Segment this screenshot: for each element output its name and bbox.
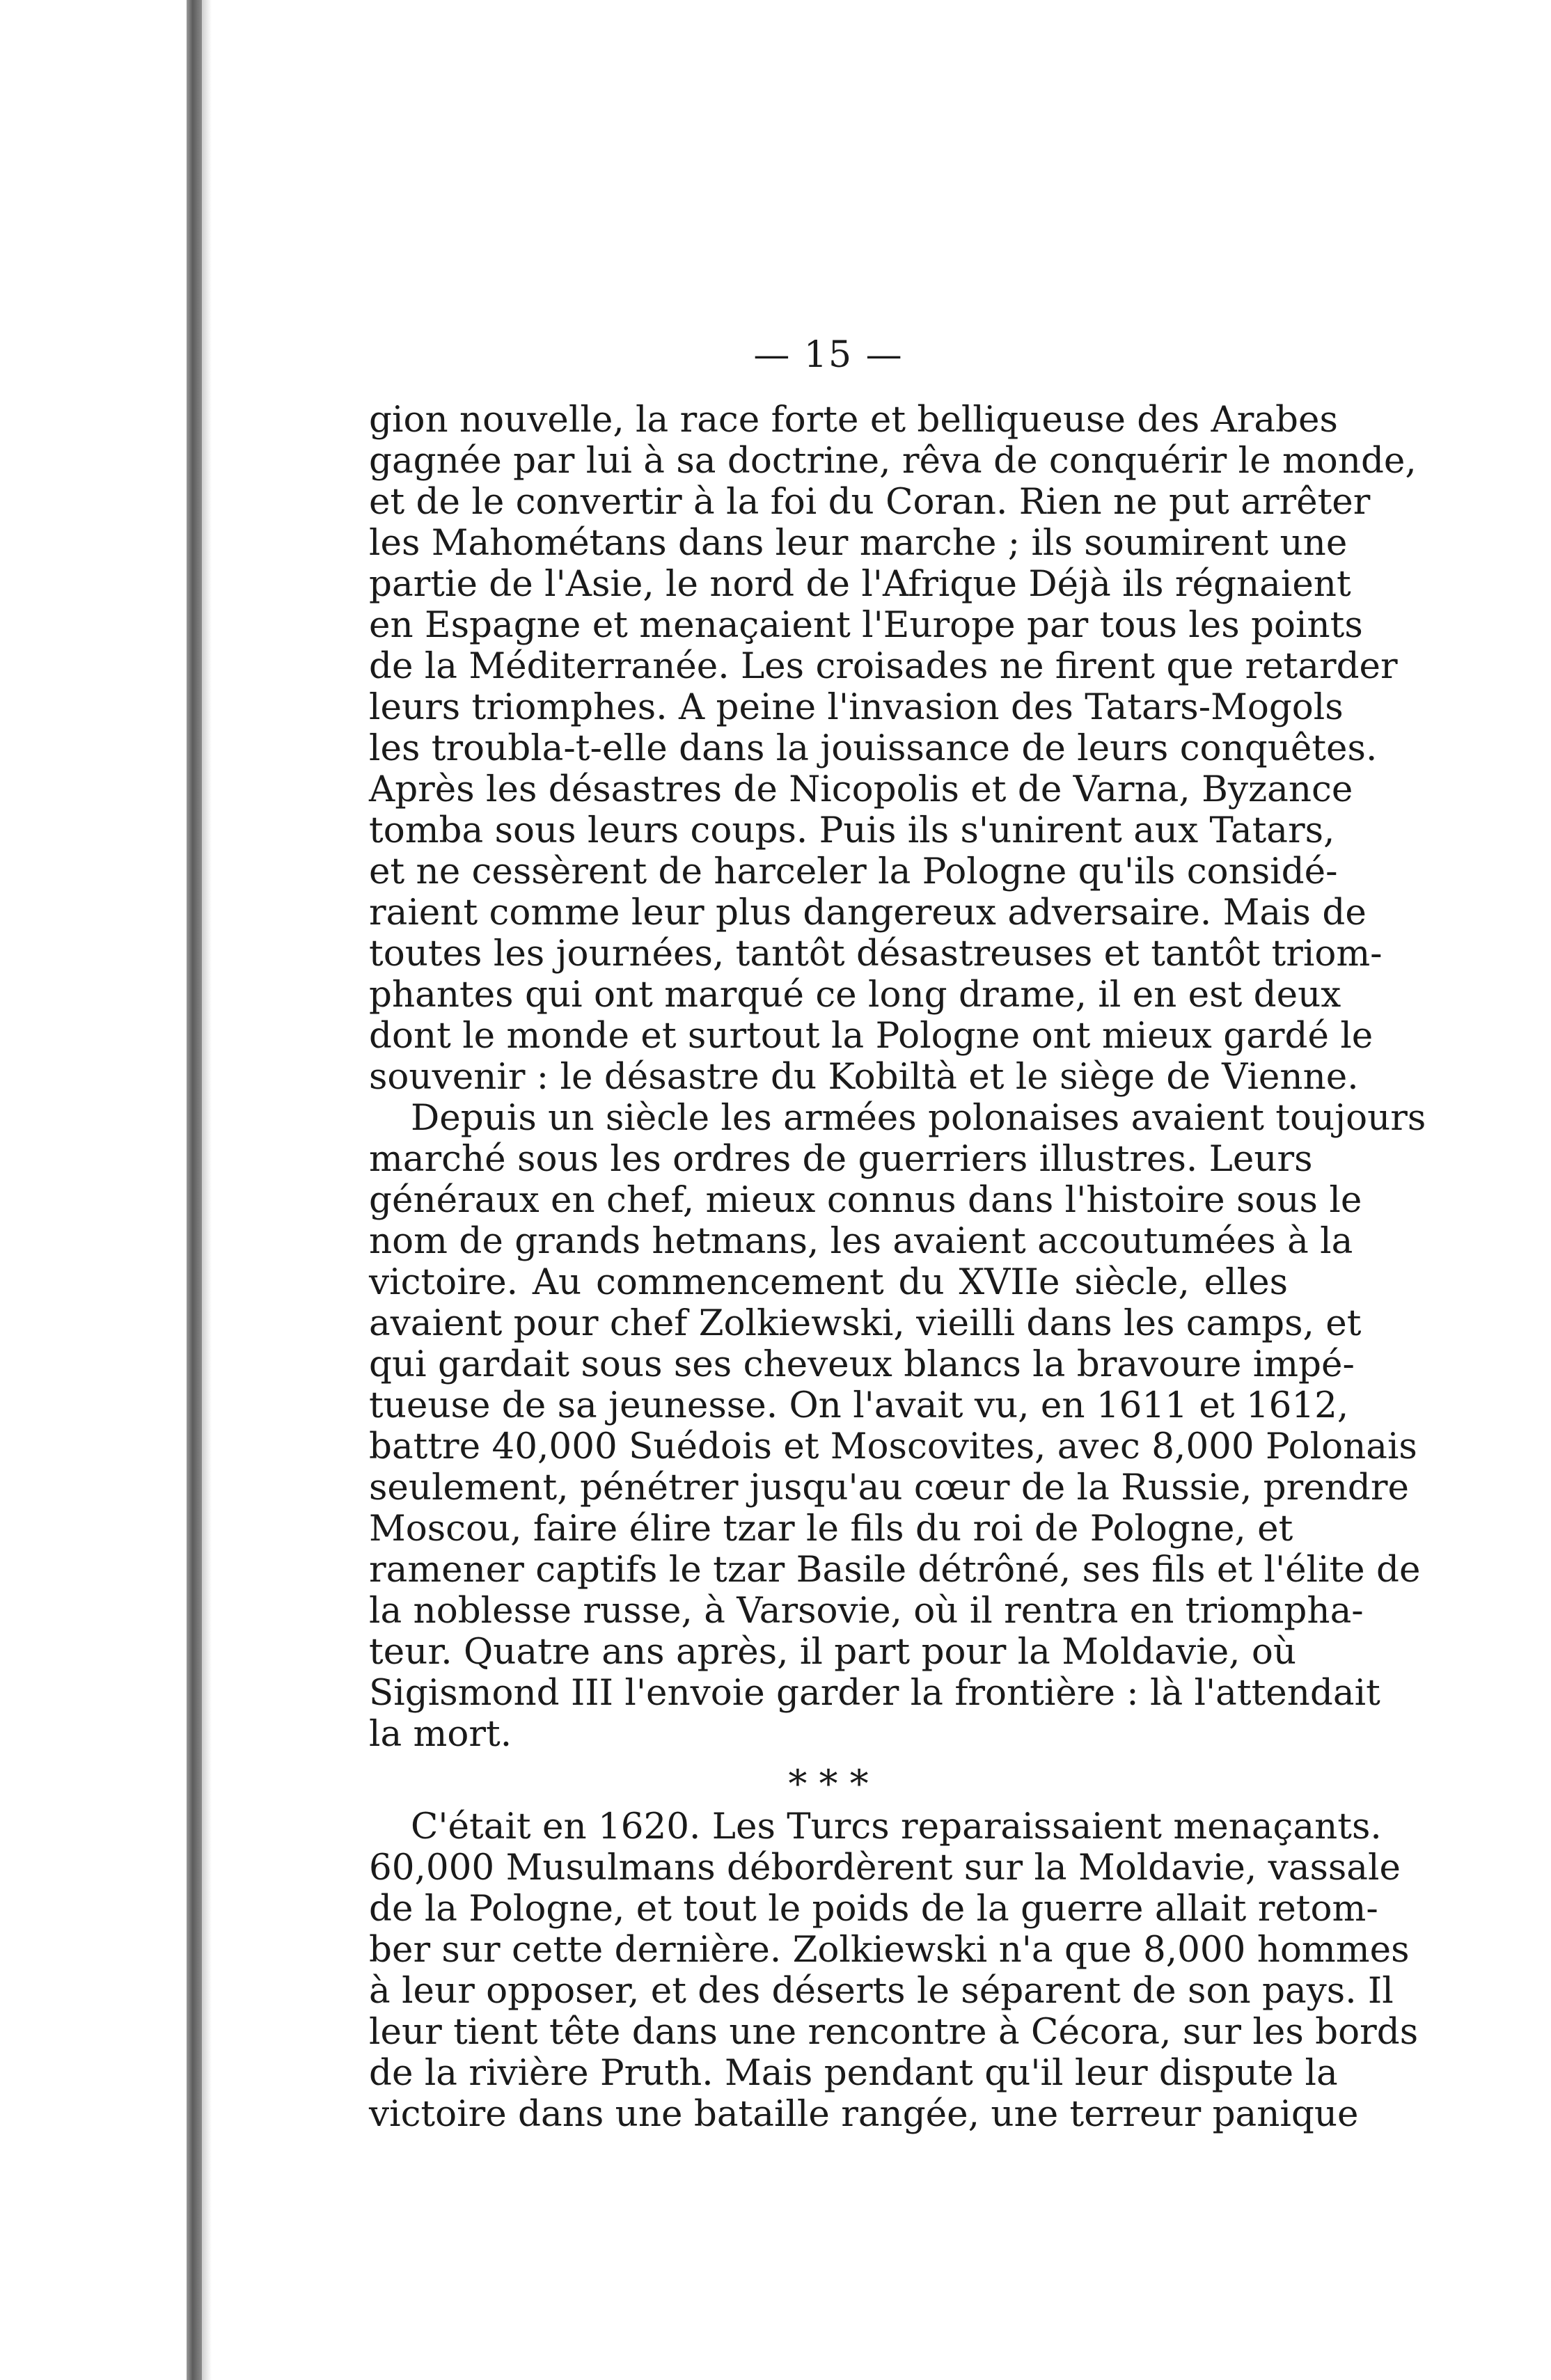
text-line: généraux en chef, mieux connus dans l'histoire sous le <box>369 1179 1362 1221</box>
text-line: Sigismond III l'envoie garder la frontière : là l'attendait <box>369 1672 1380 1714</box>
text-line: toutes les journées, tantôt désastreuses et tantôt triom- <box>369 933 1383 975</box>
paragraph-3 <box>369 1806 1419 2135</box>
text-line: marché sous les ordres de guerriers illustres. Leurs <box>369 1138 1313 1180</box>
page-content <box>369 334 1426 2135</box>
text-line: de la Méditerranée. Les croisades ne firent que retarder <box>369 645 1398 687</box>
text-line: leurs triomphes. A peine l'invasion des Tatars-Mogols <box>369 686 1344 728</box>
page-number: — 15 — <box>753 334 904 376</box>
text-line: 60,000 Musulmans débordèrent sur la Moldavie, vassale <box>369 1847 1401 1889</box>
text-line: leur tient tête dans une rencontre à Cécora, sur les bords <box>369 2011 1419 2053</box>
text-line: raient comme leur plus dangereux adversaire. Mais de <box>369 892 1367 933</box>
text-line: avaient pour chef Zolkiewski, vieilli dans les camps, et <box>369 1302 1362 1344</box>
text-line: nom de grands hetmans, les avaient accoutumées à la <box>369 1220 1353 1262</box>
text-line: qui gardait sous ses cheveux blancs la bravoure impé- <box>369 1343 1355 1385</box>
text-line: tomba sous leurs coups. Puis ils s'unirent aux Tatars, <box>369 810 1335 851</box>
text-line: souvenir : le désastre du Kobiltà et le siège de Vienne. <box>369 1056 1359 1098</box>
paragraph-2 <box>369 1097 1426 1755</box>
text-line: de la Pologne, et tout le poids de la guerre allait retom- <box>369 1888 1378 1930</box>
text-line: seulement, pénétrer jusqu'au cœur de la Russie, prendre <box>369 1467 1409 1508</box>
text-line: gagnée par lui à sa doctrine, rêva de conquérir le monde, <box>369 440 1417 482</box>
binding-shadow <box>202 0 212 2380</box>
text-line: Depuis un siècle les armées polonaises avaient toujours <box>411 1097 1426 1139</box>
text-line: dont le monde et surtout la Pologne ont mieux gardé le <box>369 1015 1373 1057</box>
text-line: teur. Quatre ans après, il part pour la Moldavie, où <box>369 1631 1297 1673</box>
text-line: gion nouvelle, la race forte et belliqueuse des Arabes <box>369 399 1338 441</box>
text-line: battre 40,000 Suédois et Moscovites, avec 8,000 Polonais <box>369 1426 1417 1467</box>
text-line: victoire dans une bataille rangée, une terreur panique <box>369 2093 1359 2135</box>
text-line: tueuse de sa jeunesse. On l'avait vu, en 1611 et 1612, <box>369 1385 1349 1426</box>
text-line: ramener captifs le tzar Basile détrôné, ses fils et l'élite de <box>369 1549 1421 1591</box>
text-line: en Espagne et menaçaient l'Europe par tous les points <box>369 604 1363 646</box>
text-line: C'était en 1620. Les Turcs reparaissaient menaçants. <box>411 1806 1382 1847</box>
text-line: Après les désastres de Nicopolis et de Varna, Byzance <box>369 769 1353 810</box>
book-binding-edge <box>187 0 202 2380</box>
text-line: Moscou, faire élire tzar le fils du roi de Pologne, et <box>369 1508 1293 1550</box>
text-line: et ne cessèrent de harceler la Pologne qu'ils considé- <box>369 851 1338 892</box>
text-line: ber sur cette dernière. Zolkiewski n'a que 8,000 hommes <box>369 1929 1410 1971</box>
text-line: les Mahométans dans leur marche ; ils soumirent une <box>369 522 1348 564</box>
text-line: phantes qui ont marqué ce long drame, il en est deux <box>369 974 1341 1016</box>
text-line: et de le convertir à la foi du Coran. Rien ne put arrêter <box>369 481 1371 523</box>
section-separator: * * * <box>788 1762 869 1806</box>
text-line: de la rivière Pruth. Mais pendant qu'il leur dispute la <box>369 2052 1338 2094</box>
text-line: à leur opposer, et des déserts le séparent de son pays. Il <box>369 1970 1394 2012</box>
text-line: la noblesse russe, à Varsovie, où il rentra en triompha- <box>369 1590 1364 1632</box>
text-line: les troubla-t-elle dans la jouissance de leurs conquêtes. <box>369 727 1378 769</box>
paragraph-1 <box>369 399 1417 1098</box>
text-line: partie de l'Asie, le nord de l'Afrique Déjà ils régnaient <box>369 563 1351 605</box>
text-line: la mort. <box>369 1713 512 1755</box>
text-line: victoire. Au commencement du XVIIe siècle, elles <box>369 1261 1288 1303</box>
